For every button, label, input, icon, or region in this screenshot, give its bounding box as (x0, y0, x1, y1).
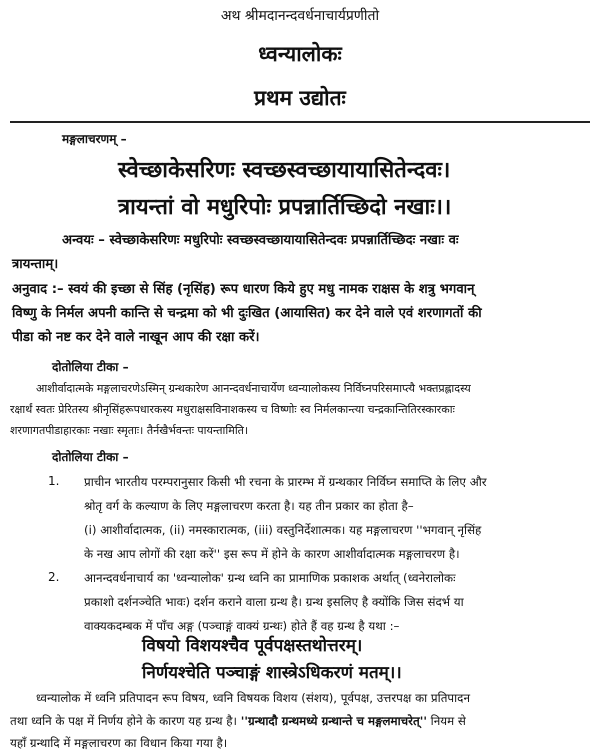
shastra-verse-line-1: विषयो विशयश्चैव पूर्वपक्षस्तथोत्तरम्। (142, 636, 363, 656)
point-1-line-3: (i) आशीर्वादात्मक, (ii) नमस्कारात्मक, (iii) वस्तुनिर्देशात्मक। यह मङ्गलाचरण ''भगवान् नृसिंह (84, 523, 482, 537)
point-1-line-2: श्रोतृ वर्ग के कल्याण के लिए मङ्गलाचरण करता है। यह तीन प्रकार का होता है– (84, 499, 414, 513)
conclusion-line-1: ध्वन्यालोक में ध्वनि प्रतिपादन रूप विषय, ध्वनि विषयक विशय (संशय), पूर्वपक्ष, उत्तरपक्ष का प्रतिपादन (36, 691, 470, 705)
point-2-line-2: प्रकाशो दर्शनञ्चेति भावः) दर्शन कराने वाला ग्रन्थ है। ग्रन्थ इसलिए है क्योंकि जिस संदर्भ या (84, 595, 464, 609)
anvaya-line-2: त्रायन्ताम्। (12, 257, 59, 272)
tika-1-line-1: आशीर्वादात्मके मङ्गलाचरणेऽस्मिन् ग्रन्थकारेण आनन्दवर्धनाचार्येण ध्वन्यालोकस्य निर्विघ्नपरिसमाप्त्यै भक्तप्रह्लादस्य (36, 382, 471, 395)
anuvad-line-3: पीडा को नष्ट कर देने वाले नाखून आप की रक्षा करें। (12, 330, 260, 345)
conclusion-quote: ''ग्रन्थादौ ग्रन्थमध्ये ग्रन्थान्ते च मङ्गलमाचरेत्'' (240, 714, 427, 728)
point-2-line-3: वाक्यकदम्बक में पाँच अङ्ग (पञ्चाङ्गं वाक्यं ग्रन्थः) होते हैं वह ग्रन्थ है यथा :– (84, 619, 400, 633)
mangalacharan-label: मङ्गलाचरणम् – (62, 132, 127, 146)
header-divider (10, 121, 590, 123)
point-1-line-4: के नख आप लोगों की रक्षा करें'' इस रूप में होने के कारण आशीर्वादात्मक मङ्गलाचरण है। (84, 547, 460, 561)
book-title: ध्वन्यालोकः (258, 42, 342, 66)
point-1-line-1: प्राचीन भारतीय परम्परानुसार किसी भी रचना के प्रारम्भ में ग्रन्थकार निर्विघ्न समाप्ति के लिए और (84, 475, 487, 489)
shastra-verse-line-2: निर्णयश्चेति पञ्चाङ्गं शास्त्रेऽधिकरणं मतम्।। (142, 663, 402, 683)
verse-line-1: स्वेच्छाकेसरिणः स्वच्छस्वच्छायायासितेन्दवः। (118, 158, 451, 183)
tika-2-label: दोतोलिया टीका – (52, 450, 129, 464)
conclusion-line-2-pre: तथा ध्वनि के पक्ष में निर्णय होने के कारण यह ग्रन्थ है। (10, 714, 241, 728)
point-2-line-1: आनन्दवर्धनाचार्य का 'ध्वन्यालोक' ग्रन्थ ध्वनि का प्रामाणिक प्रकाशक अर्थात् (ध्वनेरालोकः (84, 571, 456, 585)
anvaya-line-1: अन्वयः – स्वेच्छाकेसरिणः मधुरिपोः स्वच्छस्वच्छायायासितेन्दवः प्रपन्नार्तिच्छिदः नखाः वः (62, 233, 459, 248)
point-1-number: 1. (48, 474, 60, 488)
tika-1-label: दोतोलिया टीका – (52, 360, 129, 374)
tika-1-line-2: रक्षार्थं स्वतः प्रेरितस्य श्रीनृसिंहरूपधारकस्य मधुराक्षसविनाशकस्य च विष्णोः स्व निर्मलकान्त्या चन्द्रकान्तितिरस्कारकाः (10, 403, 455, 416)
chapter-title: प्रथम उद्योतः (254, 86, 346, 110)
anuvad-line-2: विष्णु के निर्मल अपनी कान्ति से चन्द्रमा को भी दुःखित (आयासित) कर देने वाले एवं शरणागतों की (12, 306, 482, 321)
point-2-number: 2. (48, 570, 60, 584)
attribution-line: अथ श्रीमदानन्दवर्धनाचार्यप्रणीतो (220, 8, 380, 24)
conclusion-line-3: यहाँ ग्रन्थादि में मङ्गलाचरण का विधान किया गया है। (10, 736, 228, 750)
verse-line-2: त्रायन्तां वो मधुरिपोः प्रपन्नार्तिच्छिदो नखाः।। (118, 195, 452, 220)
tika-1-line-3: शरणागतपीडाहारकाः नखाः स्मृताः। तैर्नखैर्भवन्तः पायन्तामिति। (10, 424, 249, 437)
conclusion-line-2-post: नियम से (426, 714, 466, 728)
conclusion-line-2 (10, 711, 592, 732)
anuvad-line-1: अनुवाद :– स्वयं की इच्छा से सिंह (नृसिंह) रूप धारण किये हुए मधु नामक राक्षस के शत्रु भगवान् (12, 282, 475, 297)
